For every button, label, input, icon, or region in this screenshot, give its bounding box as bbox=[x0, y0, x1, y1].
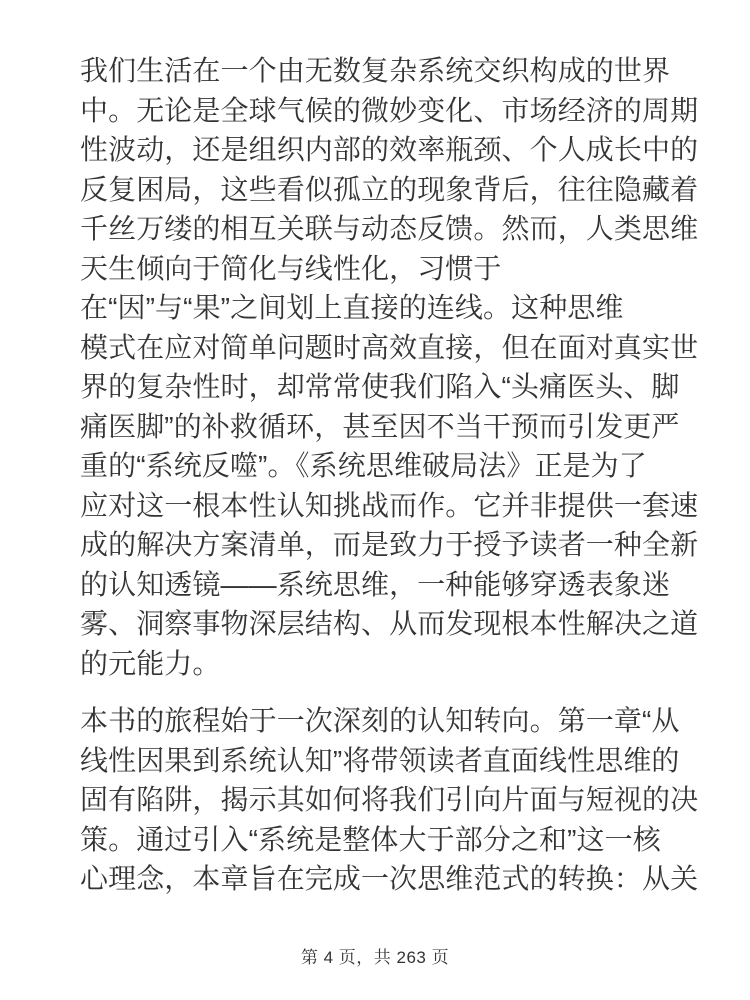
text-line: 策。通过引入“系统是整体大于部分之和”这一核 bbox=[80, 823, 661, 855]
text-line: 模式在应对简单问题时高效直接，但在面对真实世 bbox=[80, 331, 699, 363]
text-line: 痛医脚”的补救循环，甚至因不当干预而引发更严 bbox=[80, 410, 680, 442]
text-line: 重的“系统反噬”。《系统思维破局法》正是为了 bbox=[80, 450, 647, 481]
text-line: 固有陷阱，揭示其如何将我们引向片面与短视的决 bbox=[80, 784, 699, 815]
text-line: 心理念，本章旨在完成一次思维范式的转换：从关 bbox=[80, 863, 699, 894]
page-text bbox=[80, 51, 699, 899]
text-line: 本书的旅程始于一次深刻的认知转向。第一章“从 bbox=[80, 705, 680, 736]
text-line: 我们生活在一个由无数复杂系统交织构成的世界 bbox=[80, 55, 671, 86]
text-line: 天生倾向于简化与线性化，习惯于 bbox=[80, 252, 502, 284]
text-line: 成的解决方案清单，而是致力于授予读者一种全新 bbox=[80, 529, 699, 560]
paragraph-1 bbox=[80, 51, 699, 683]
text-line: 的元能力。 bbox=[80, 647, 221, 679]
text-line: 反复困局，这些看似孤立的现象背后，往往隐藏着 bbox=[80, 173, 699, 205]
text-line: 的认知透镜——系统思维，一种能够穿透表象迷 bbox=[80, 568, 671, 600]
text-line: 界的复杂性时，却常常使我们陷入“头痛医头、脚 bbox=[80, 371, 680, 402]
paragraph-2 bbox=[80, 701, 699, 899]
text-line: 中。无论是全球气候的微妙变化、市场经济的周期 bbox=[80, 94, 699, 126]
text-line: 应对这一根本性认知挑战而作。它并非提供一套速 bbox=[80, 489, 699, 521]
text-line: 性波动，还是组织内部的效率瓶颈、个人成长中的 bbox=[80, 134, 699, 165]
text-line: 千丝万缕的相互关联与动态反馈。然而，人类思维 bbox=[80, 213, 699, 244]
page-number-indicator: 第 4 页，共 263 页 bbox=[300, 948, 450, 967]
text-line: 在“因”与“果”之间划上直接的连线。这种思维 bbox=[80, 292, 624, 323]
text-line: 雾、洞察事物深层结构、从而发现根本性解决之道 bbox=[80, 608, 699, 639]
text-line: 线性因果到系统认知”将带领读者直面线性思维的 bbox=[80, 744, 680, 776]
